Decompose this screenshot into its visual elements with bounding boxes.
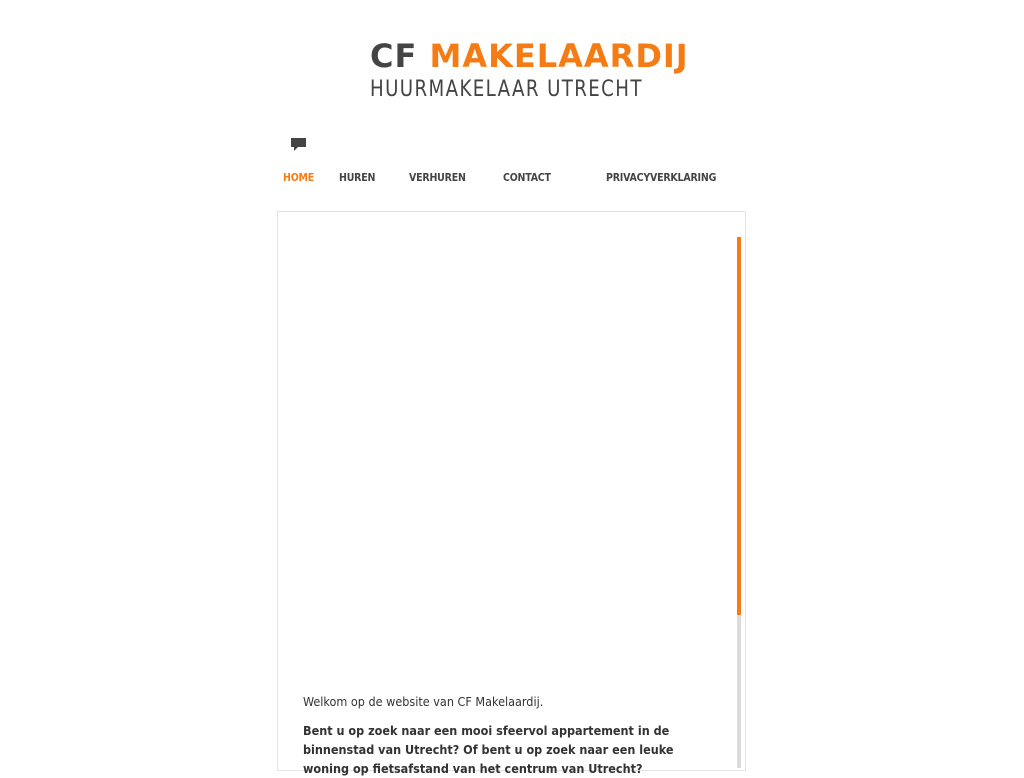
main-nav xyxy=(0,172,1024,186)
scrollbar-thumb[interactable] xyxy=(737,237,741,615)
site-logo[interactable] xyxy=(370,36,689,104)
logo-cf: CF xyxy=(370,37,418,75)
nav-item-huren[interactable]: HUREN xyxy=(339,172,376,184)
logo-title xyxy=(370,36,689,76)
content-panel xyxy=(277,211,746,771)
nav-item-home[interactable]: HOME xyxy=(283,172,314,184)
nav-item-privacyverklaring[interactable]: PRIVACYVERKLARING xyxy=(606,172,717,184)
main-content xyxy=(303,692,723,778)
welcome-text: Welkom op de website van CF Makelaardij. xyxy=(303,694,544,709)
nav-item-verhuren[interactable]: VERHUREN xyxy=(409,172,466,184)
intro-text: Bent u op zoek naar een mooi sfeervol appartement in de binnenstad van Utrecht? Of bent u op zoek naar een leuke woning op fietsafstand van het centrum van Utrecht? xyxy=(303,723,674,776)
logo-makelaardij: MAKELAARDIJ xyxy=(429,37,689,75)
logo-tagline: HUURMAKELAAR UTRECHT xyxy=(370,77,643,102)
nav-item-contact[interactable]: CONTACT xyxy=(503,172,551,184)
chat-bubble-icon[interactable] xyxy=(291,137,306,151)
